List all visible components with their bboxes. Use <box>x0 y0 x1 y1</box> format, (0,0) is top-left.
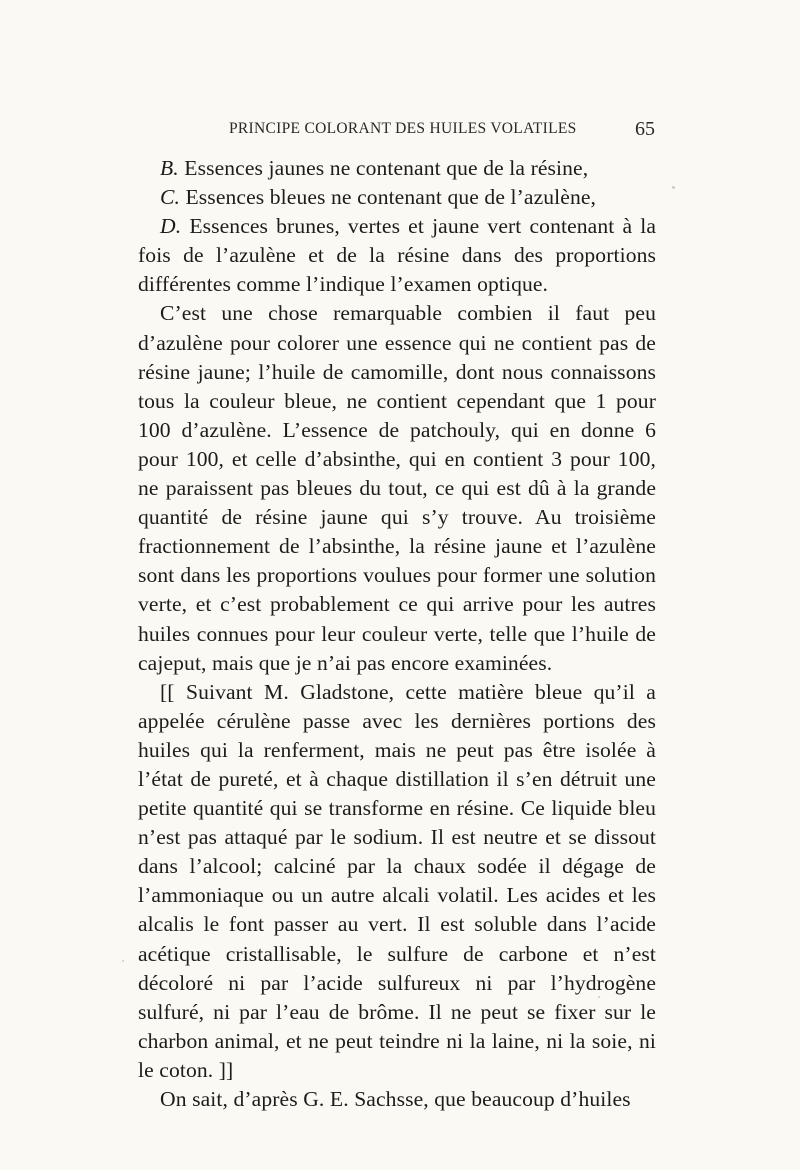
page-number: 65 <box>635 118 655 140</box>
paragraph-azulene: C’est une chose remarquable combien il faut peu d’azulène pour colorer une essence qui ne contient pas de résine jaune; l’huile de camomille, dont nous connaissons tous la couleur bleue, ne contient cependant que 1 pour 100 d’azulène. L’essence de patchouly, qui en donne 6 pour 100, et celle d’absinthe, qui en contient 3 pour 100, ne paraissent pas bleues du tout, ce qui est dû à la grande quantité de résine jaune qui s’y trouve. Au troisième fractionnement de l’absinthe, la résine jaune et l’azulène sont dans les proportions voulues pour former une solution verte, et c’est probablement ce qui arrive pour les autres huiles connues pour leur couleur verte, telle que l’huile de cajeput, mais que je n’ai pas encore examinées. <box>138 301 656 675</box>
item-letter: D. <box>160 214 182 239</box>
item-text: Essences brunes, vertes et jaune vert contenant à la fois de l’azulène et de la résine dans des proportions différentes comme l’indique l’examen optique. <box>138 214 657 297</box>
list-item-d <box>138 212 656 299</box>
running-title: PRINCIPE COLORANT DES HUILES VOLATILES <box>229 120 577 137</box>
paragraph-gladstone: [[ Suivant M. Gladstone, cette matière bleue qu’il a appelée cérulène passe avec les dernières portions des huiles qui la renferment, mais ne peut pas être isolée à l’état de pureté, et à chaque distillation il s’en détruit une petite quantité qui se transforme en résine. Ce liquide bleu n’est pas attaqué par le sodium. Il est neutre et se dissout dans l’alcool; calciné par la chaux sodée il dégage de l’ammoniaque ou un autre alcali volatil. Les acides et les alcalis le font passer au vert. Il est soluble dans l’acide acétique cristallisable, le sulfure de carbone et n’est décoloré ni par l’acide sulfureux ni par l’hydrogène sulfuré, ni par l’eau de brôme. Il ne peut se fixer sur le charbon animal, et ne peut teindre ni la laine, ni la soie, ni le coton. ]] <box>138 679 656 1082</box>
item-letter: B. <box>160 156 179 180</box>
print-speck <box>598 996 600 998</box>
list-item-b <box>138 154 656 183</box>
print-speck <box>672 186 675 189</box>
item-letter: C. <box>160 185 181 210</box>
item-text: Essences bleues ne contenant que de l’azulène, <box>185 185 597 210</box>
print-speck <box>122 960 124 962</box>
page-header <box>143 118 655 148</box>
page-body <box>138 154 656 1114</box>
list-item-c <box>138 183 656 212</box>
paragraph-sachsse: On sait, d’après G. E. Sachsse, que beaucoup d’huiles <box>160 1087 631 1111</box>
item-text: Essences jaunes ne contenant que de la résine, <box>184 156 589 180</box>
